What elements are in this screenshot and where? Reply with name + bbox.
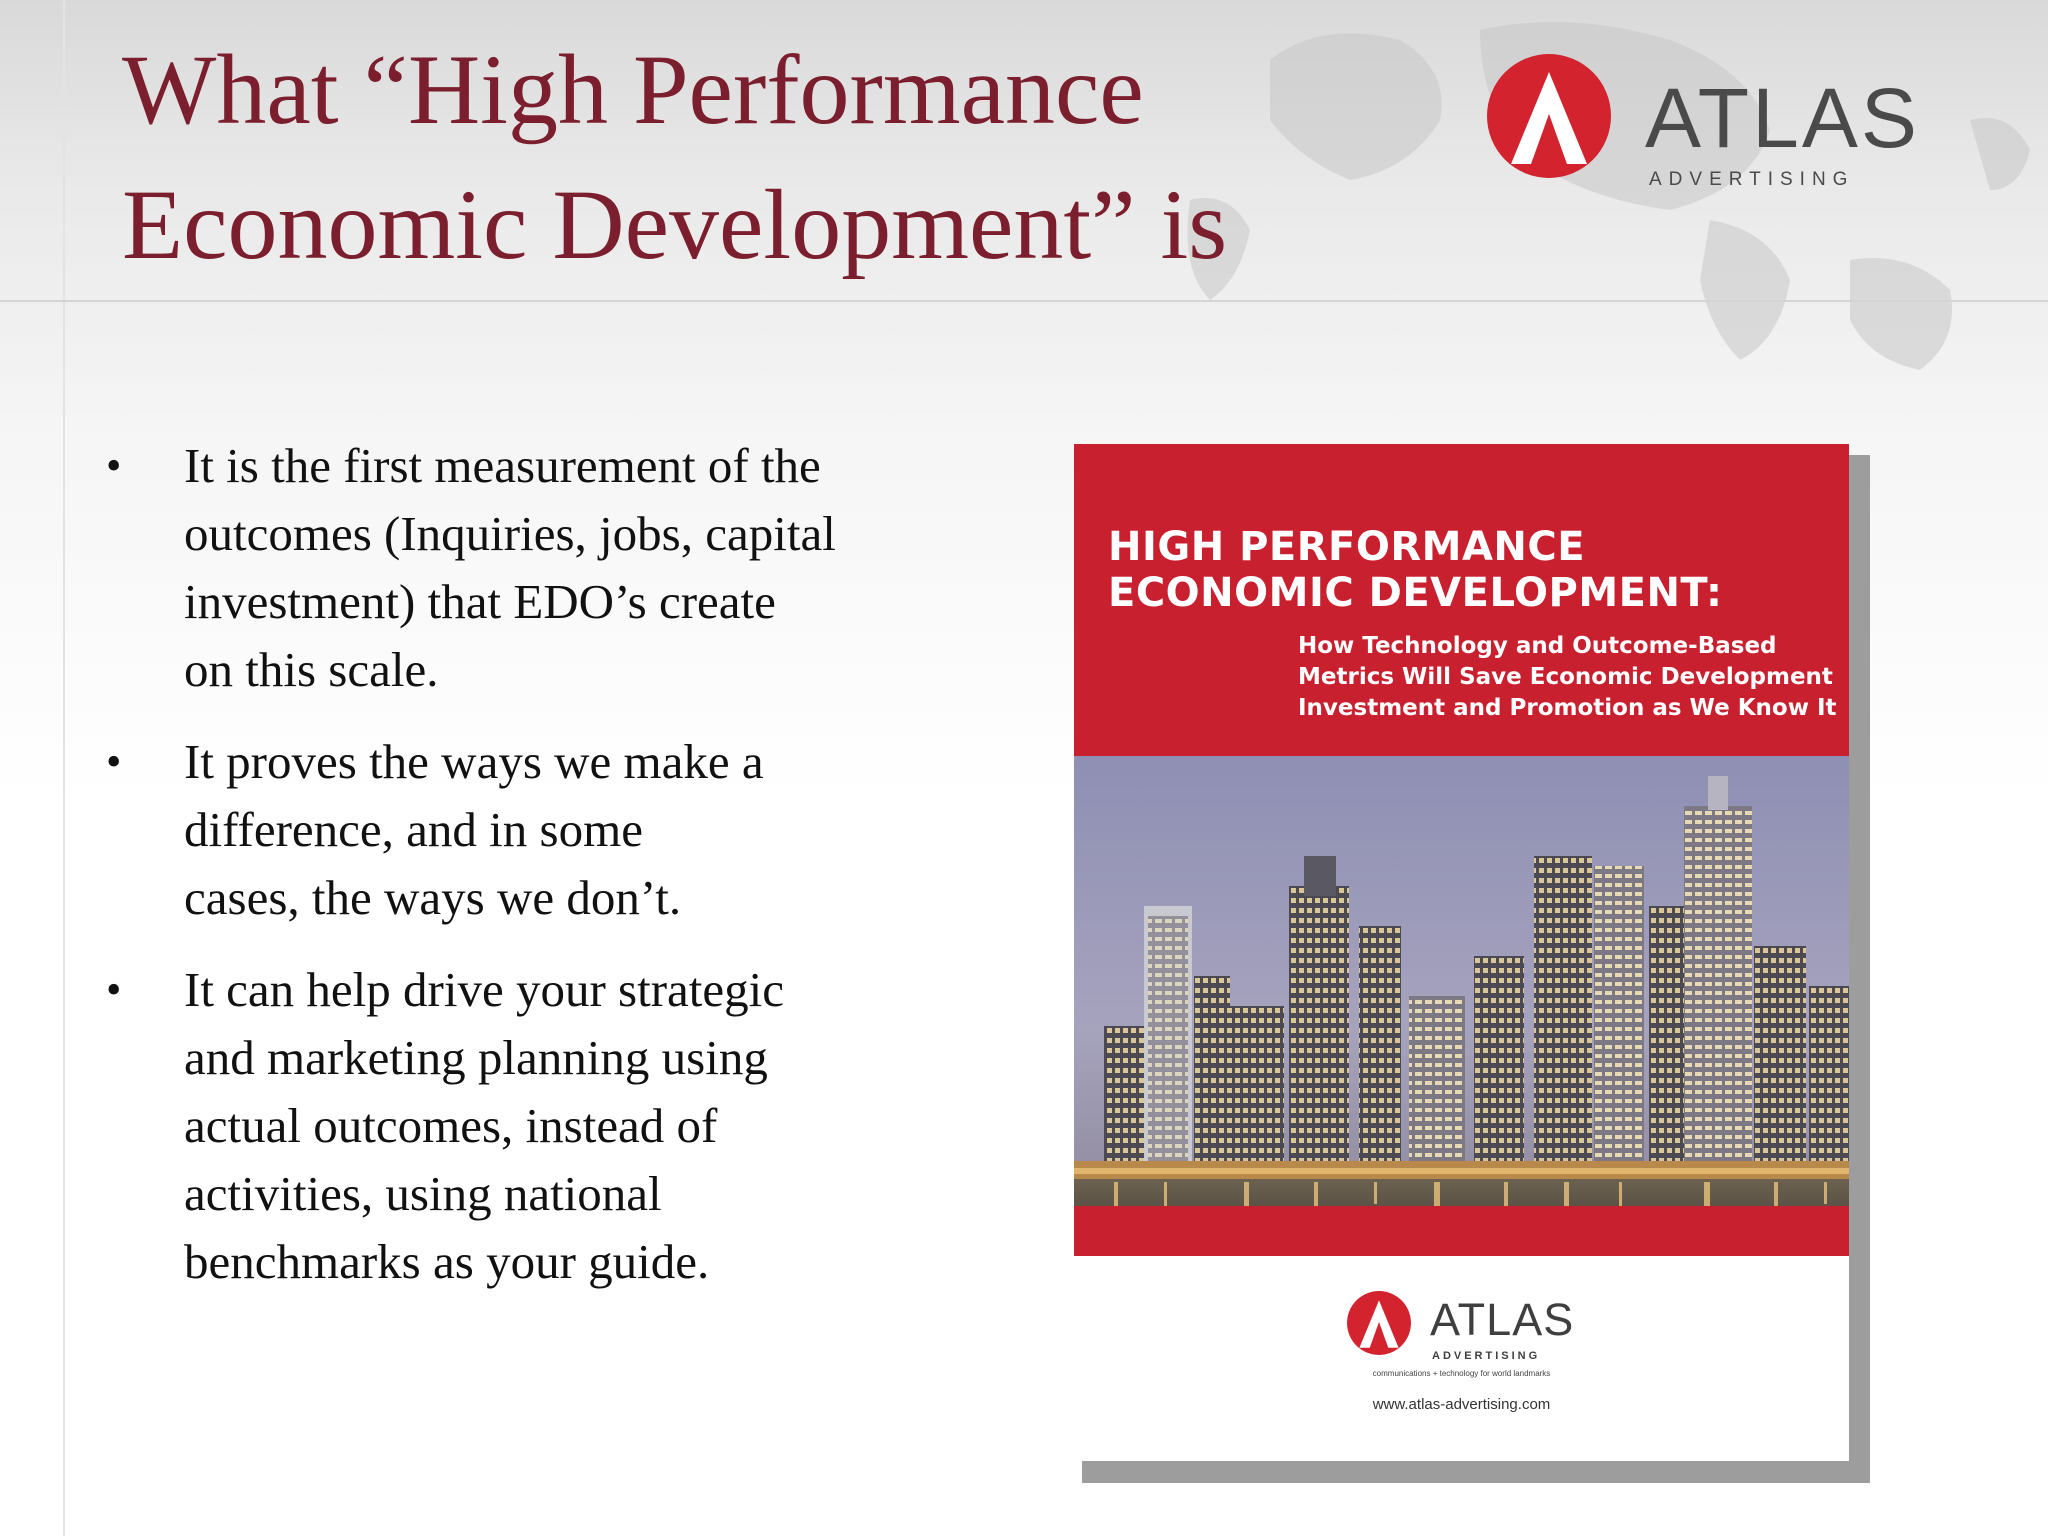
header-rule — [0, 300, 2048, 302]
bullet-line: and marketing planning using — [184, 1030, 768, 1085]
cover-title — [1108, 524, 1723, 616]
cover-subtitle — [1298, 631, 1837, 724]
slide-title-line-1: What “High Performance — [122, 34, 1144, 145]
bullet-item — [100, 432, 930, 704]
cover-logo-wordmark: ATLAS — [1430, 1294, 1575, 1345]
bullet-text — [184, 956, 930, 1296]
bullet-line: cases, the ways we don’t. — [184, 870, 682, 925]
cover-logo-subtext: ADVERTISING — [1432, 1350, 1541, 1362]
cover-subtitle-line-1: How Technology and Outcome-Based — [1298, 633, 1777, 659]
skyline-illustration — [1074, 756, 1849, 1250]
bullet-line: difference, and in some — [184, 802, 643, 857]
bullet-line: outcomes (Inquiries, jobs, capital — [184, 506, 836, 561]
atlas-logo-mark-icon — [1485, 52, 1613, 180]
bullet-line: on this scale. — [184, 642, 439, 697]
bullet-line: investment) that EDO’s create — [184, 574, 776, 629]
logo-wordmark: ATLAS — [1645, 71, 1920, 165]
cover-subtitle-line-3: Investment and Promotion as We Know It — [1298, 695, 1837, 721]
report-cover — [1074, 444, 1849, 1461]
bullet-item — [100, 728, 930, 932]
logo-subtext: ADVERTISING — [1649, 169, 1855, 190]
bullet-icon: • — [106, 965, 122, 1014]
city-skyline-photo — [1074, 756, 1849, 1250]
left-rule — [63, 0, 65, 1536]
bullet-line: It can help drive your strategic — [184, 962, 785, 1017]
slide-title — [122, 22, 1422, 292]
cover-title-line-1: HIGH PERFORMANCE — [1108, 524, 1586, 570]
cover-tagline: communications + technology for world landmarks — [1372, 1369, 1551, 1378]
cover-url: www.atlas-advertising.com — [1372, 1396, 1551, 1413]
bullet-list — [100, 432, 930, 1320]
bullet-line: actual outcomes, instead of — [184, 1098, 718, 1153]
bullet-line: activities, using national — [184, 1166, 662, 1221]
bullet-line: benchmarks as your guide. — [184, 1234, 710, 1289]
atlas-logo — [1485, 52, 1920, 202]
cover-logo-mark-icon — [1346, 1290, 1412, 1356]
bullet-line: It proves the ways we make a — [184, 734, 764, 789]
cover-bottom-red-band — [1074, 1206, 1849, 1256]
cover-title-line-2: ECONOMIC DEVELOPMENT: — [1108, 570, 1723, 616]
bullet-text — [184, 432, 930, 704]
bullet-icon: • — [106, 441, 122, 490]
bullet-text — [184, 728, 930, 932]
bullet-icon: • — [106, 737, 122, 786]
slide-title-line-2: Economic Development” is — [122, 169, 1228, 280]
bullet-line: It is the first measurement of the — [184, 438, 821, 493]
bullet-item — [100, 956, 930, 1296]
cover-subtitle-line-2: Metrics Will Save Economic Development — [1298, 664, 1833, 690]
